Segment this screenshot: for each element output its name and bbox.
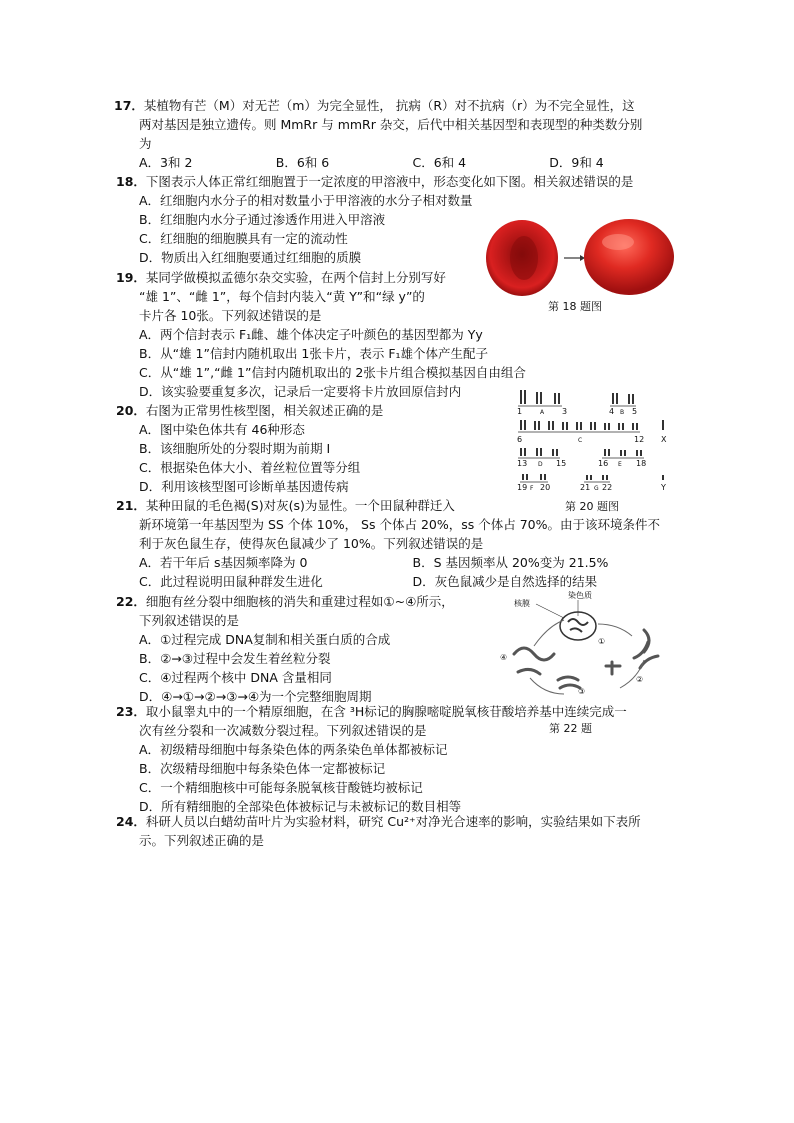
question-number: 21． xyxy=(116,498,146,513)
question-text: 卡片各 10张。下列叙述错误的是 xyxy=(139,308,322,323)
figure-label: ① xyxy=(598,637,606,646)
karyotype-label: 16 xyxy=(598,459,609,468)
question-text: 下图表示人体正常红细胞置于一定浓度的甲溶液中，形态变化如下图。相关叙述错误的是 xyxy=(145,174,634,189)
question-text: 为 xyxy=(139,136,152,151)
question-number: 20． xyxy=(116,403,146,418)
karyotype-label: 15 xyxy=(556,459,567,468)
karyotype-figure xyxy=(512,386,672,494)
option-c: C．6和 4 xyxy=(412,155,467,170)
option-a: A．红细胞内水分子的相对数量小于甲溶液的水分子相对数量 xyxy=(139,193,473,208)
option-d: D．物质出入红细胞要通过红细胞的质膜 xyxy=(139,250,362,265)
karyotype-label: X xyxy=(661,435,667,444)
option-d: D．该实验要重复多次，记录后一定要将卡片放回原信封内 xyxy=(139,384,462,399)
figure-label: ③ xyxy=(578,687,586,696)
question-text: 某植物有芒（M）对无芒（m）为完全显性， 抗病（R）对不抗病（r）为不完全显性，这 xyxy=(143,98,635,113)
option-b: B．红细胞内水分子通过渗透作用进入甲溶液 xyxy=(139,212,386,227)
karyotype-label: 20 xyxy=(540,483,551,492)
option-a: A．两个信封表示 F₁雌、雄个体决定子叶颜色的基因型都为 Yy xyxy=(139,327,483,342)
karyotype-label: D xyxy=(538,461,543,468)
question-text: 示。下列叙述正确的是 xyxy=(139,833,265,848)
option-b: B．②→③过程中会发生着丝粒分裂 xyxy=(139,651,331,666)
karyotype-label: 4 xyxy=(609,407,615,416)
karyotype-label: 22 xyxy=(602,483,613,492)
option-b: B．S 基因频率从 20%变为 21.5% xyxy=(412,555,609,570)
figure-caption: 第 22 题 xyxy=(549,722,592,735)
question-text: 科研人员以白蜡幼苗叶片为实验材料，研究 Cu²⁺对净光合速率的影响，实验结果如下表所 xyxy=(145,814,641,829)
karyotype-label: 1 xyxy=(517,407,523,416)
option-b: B．从“雄 1”信封内随机取出 1张卡片，表示 F₁雄个体产生配子 xyxy=(139,346,489,361)
question-number: 24． xyxy=(116,814,146,829)
option-b: B．6和 6 xyxy=(275,155,330,170)
figure-label: ④ xyxy=(500,653,508,662)
question-text: 次有丝分裂和一次减数分裂过程。下列叙述错误的是 xyxy=(139,723,427,738)
figure-caption: 第 18 题图 xyxy=(548,300,602,313)
option-d: D．利用该核型图可诊断单基因遗传病 xyxy=(139,479,349,494)
option-c: C．红细胞的细胞膜具有一定的流动性 xyxy=(139,231,348,246)
question-text: 某同学做模拟孟德尔杂交实验，在两个信封上分别写好 xyxy=(145,270,446,285)
question-number: 18． xyxy=(116,174,146,189)
option-d: D．9和 4 xyxy=(549,155,604,170)
question-text: 取小鼠睾丸中的一个精原细胞，在含 ³H标记的胸腺嘧啶脱氧核苷酸培养基中连续完成一 xyxy=(145,704,627,719)
option-a: A．①过程完成 DNA复制和相关蛋白质的合成 xyxy=(139,632,391,647)
question-text: “雄 1”、“雌 1”，每个信封内装入“黄 Y”和“绿 y”的 xyxy=(139,289,425,304)
arrow-icon xyxy=(564,255,585,261)
option-c: C．此过程说明田鼠种群发生进化 xyxy=(139,574,323,589)
karyotype-label: E xyxy=(618,461,622,468)
nucleus-cycle-figure xyxy=(494,590,674,708)
cycle-arrows xyxy=(530,620,644,694)
figure-label: ② xyxy=(636,675,644,684)
question-17 xyxy=(116,96,686,172)
question-number: 23． xyxy=(116,704,146,719)
karyotype-label: 3 xyxy=(562,407,568,416)
question-23 xyxy=(116,702,686,816)
question-text: 右图为正常男性核型图，相关叙述正确的是 xyxy=(145,403,384,418)
option-d: D．④→①→②→③→④为一个完整细胞周期 xyxy=(139,689,372,704)
option-a: A．初级精母细胞中每条染色体的两条染色单体都被标记 xyxy=(139,742,448,757)
karyotype-label: G xyxy=(594,485,599,492)
option-c: C．根据染色体大小、着丝粒位置等分组 xyxy=(139,460,361,475)
karyotype-label: A xyxy=(540,409,545,416)
option-d: D．灰色鼠减少是自然选择的结果 xyxy=(412,574,598,589)
karyotype-label: 5 xyxy=(632,407,638,416)
option-c: C．一个精细胞核中可能每条脱氧核苷酸链均被标记 xyxy=(139,780,423,795)
figure-caption: 第 20 题图 xyxy=(565,500,619,513)
options-row xyxy=(116,572,686,591)
options-row xyxy=(116,153,686,172)
karyotype-label: F xyxy=(530,485,534,492)
question-text: 细胞有丝分裂中细胞核的消失和重建过程如①~④所示， xyxy=(145,594,454,609)
karyotype-label: B xyxy=(620,409,625,416)
question-21 xyxy=(116,496,686,591)
option-c: C．④过程两个核中 DNA 含量相同 xyxy=(139,670,332,685)
karyotype-label: C xyxy=(578,437,583,444)
question-text: 新环境第一年基因型为 SS 个体 10%， Ss 个体占 20%，ss 个体占 70%。由于该环境条件不 xyxy=(139,517,660,532)
question-19 xyxy=(116,268,686,401)
option-a: A．若干年后 s基因频率降为 0 xyxy=(139,555,308,570)
option-b: B．次级精母细胞中每条染色体一定都被标记 xyxy=(139,761,386,776)
karyotype-label: Y xyxy=(661,483,666,492)
question-text: 利于灰色鼠生存，使得灰色鼠减少了 10%。下列叙述错误的是 xyxy=(139,536,484,551)
option-a: A．3和 2 xyxy=(139,155,193,170)
option-c: C．从“雄 1”,“雌 1”信封内随机取出的 2张卡片组合模拟基因自由组合 xyxy=(139,365,526,380)
figure-label: 染色质 xyxy=(568,591,592,600)
karyotype-label: 13 xyxy=(517,459,528,468)
options-row xyxy=(116,553,686,572)
question-text: 某种田鼠的毛色褐(S)对灰(s)为显性。一个田鼠种群迁入 xyxy=(145,498,455,513)
karyotype-label: 12 xyxy=(634,435,645,444)
nucleus-icon xyxy=(560,612,596,640)
option-b: B．该细胞所处的分裂时期为前期 I xyxy=(139,441,331,456)
option-a: A．图中染色体共有 46种形态 xyxy=(139,422,305,437)
question-24 xyxy=(116,812,686,850)
question-text: 下列叙述错误的是 xyxy=(139,613,240,628)
option-d: D．所有精细胞的全部染色体被标记与未被标记的数目相等 xyxy=(139,799,462,814)
question-number: 22． xyxy=(116,594,146,609)
karyotype-label: 18 xyxy=(636,459,647,468)
question-text: 两对基因是独立遗传。则 MmRr 与 mmRr 杂交，后代中相关基因型和表现型的种类数分别 xyxy=(139,117,643,132)
question-number: 17． xyxy=(114,98,144,113)
question-number: 19． xyxy=(116,270,146,285)
karyotype-label: 6 xyxy=(517,435,523,444)
figure-label: 核膜 xyxy=(514,599,530,608)
karyotype-label: 21 xyxy=(580,483,591,492)
karyotype-label: 19 xyxy=(517,483,528,492)
